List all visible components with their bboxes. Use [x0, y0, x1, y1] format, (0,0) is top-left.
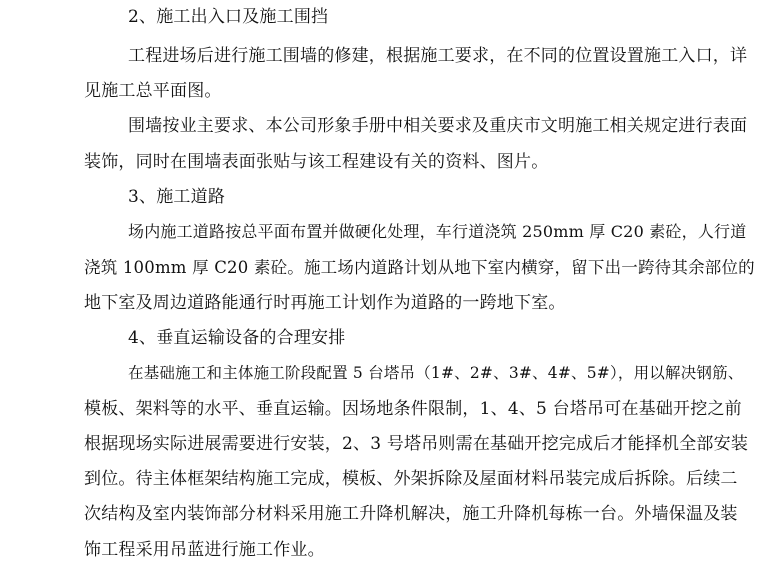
paragraph-line: 围墙按业主要求、本公司形象手册中相关要求及重庆市文明施工相关规定进行表面: [128, 116, 748, 136]
paragraph-line: 浇筑 100mm 厚 C20 素砼。施工场内道路计划从地下室内横穿，留下出一跨待其余部位的: [84, 258, 755, 277]
paragraph-line: 饰工程采用吊蓝进行施工作业。: [84, 540, 325, 560]
paragraph-line: 见施工总平面图。: [84, 81, 222, 101]
paragraph-line: 次结构及室内装饰部分材料采用施工升降机解决，施工升降机每栋一台。外墙保温及装: [84, 504, 738, 524]
paragraph-line: 到位。待主体框架结构施工完成，模板、外架拆除及屋面材料吊装完成后拆除。后续二: [84, 469, 738, 489]
section-heading-3: 3、施工道路: [128, 187, 226, 207]
paragraph-line: 根据现场实际进展需要进行安装，2、3 号塔吊则需在基础开挖完成后才能择机全部安装: [84, 434, 749, 454]
paragraph-line: 工程进场后进行施工围墙的修建，根据施工要求，在不同的位置设置施工入口，详: [128, 46, 748, 66]
section-heading-4: 4、垂直运输设备的合理安排: [128, 328, 346, 348]
section-heading-2: 2、施工出入口及施工围挡: [128, 7, 329, 27]
paragraph-line: 场内施工道路按总平面布置并做硬化处理，车行道浇筑 250mm 厚 C20 素砼，人行道: [128, 222, 747, 241]
paragraph-line: 在基础施工和主体施工阶段配置 5 台塔吊（1#、2#、3#、4#、5#），用以解决钢筋、: [128, 364, 744, 382]
paragraph-line: 模板、架料等的水平、垂直运输。因场地条件限制，1、4、5 台塔吊可在基础开挖之前: [84, 399, 742, 419]
paragraph-line: 装饰，同时在围墙表面张贴与该工程建设有关的资料、图片。: [84, 152, 549, 172]
paragraph-line: 地下室及周边道路能通行时再施工计划作为道路的一跨地下室。: [84, 293, 566, 313]
